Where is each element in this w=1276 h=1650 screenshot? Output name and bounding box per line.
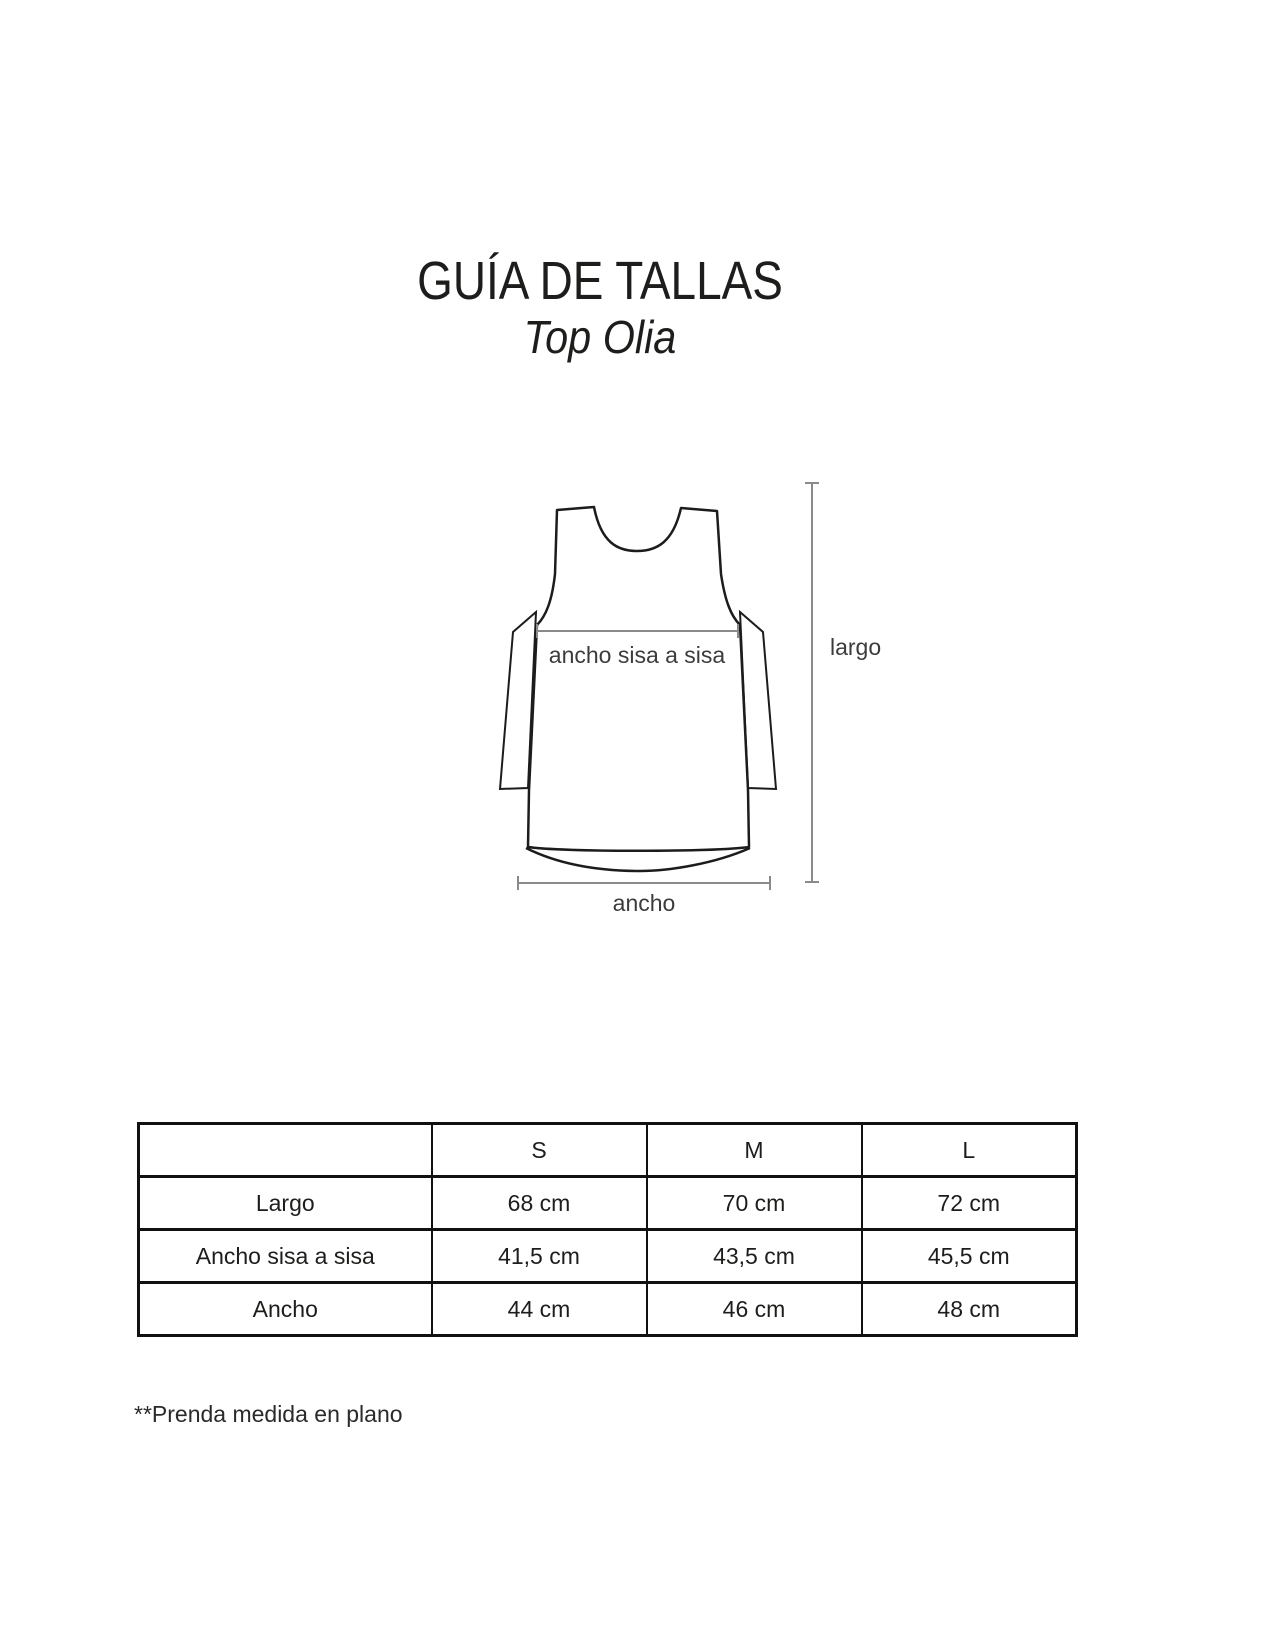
table-row-ancho-sisa (139, 1230, 1077, 1283)
underarm-width-label: ancho sisa a sisa (548, 642, 726, 668)
row-label: Ancho sisa a sisa (139, 1230, 432, 1283)
column-header-m: M (647, 1124, 862, 1177)
length-label: largo (830, 634, 882, 660)
front-panel-outline (528, 507, 749, 851)
row-label: Ancho (139, 1283, 432, 1336)
column-header-l: L (862, 1124, 1077, 1177)
table-row-largo (139, 1177, 1077, 1230)
corner-cell (139, 1124, 432, 1177)
cell-ancho-s: 44 cm (432, 1283, 647, 1336)
footnote: **Prenda medida en plano (134, 1401, 403, 1427)
cell-largo-s: 68 cm (432, 1177, 647, 1230)
page-title: GUÍA DE TALLAS (417, 251, 783, 311)
cell-sisa-s: 41,5 cm (432, 1230, 647, 1283)
column-header-s: S (432, 1124, 647, 1177)
cell-largo-l: 72 cm (862, 1177, 1077, 1230)
cell-largo-m: 70 cm (647, 1177, 862, 1230)
bottom-width-measure-line (518, 876, 770, 890)
page-subtitle: Top Olia (523, 311, 677, 363)
size-table (137, 1122, 1078, 1337)
length-measure-line (805, 483, 819, 882)
cell-ancho-l: 48 cm (862, 1283, 1077, 1336)
cell-sisa-l: 45,5 cm (862, 1230, 1077, 1283)
cell-sisa-m: 43,5 cm (647, 1230, 862, 1283)
size-table-header-row (139, 1124, 1077, 1177)
width-label: ancho (612, 890, 676, 916)
cell-ancho-m: 46 cm (647, 1283, 862, 1336)
table-row-ancho (139, 1283, 1077, 1336)
row-label: Largo (139, 1177, 432, 1230)
